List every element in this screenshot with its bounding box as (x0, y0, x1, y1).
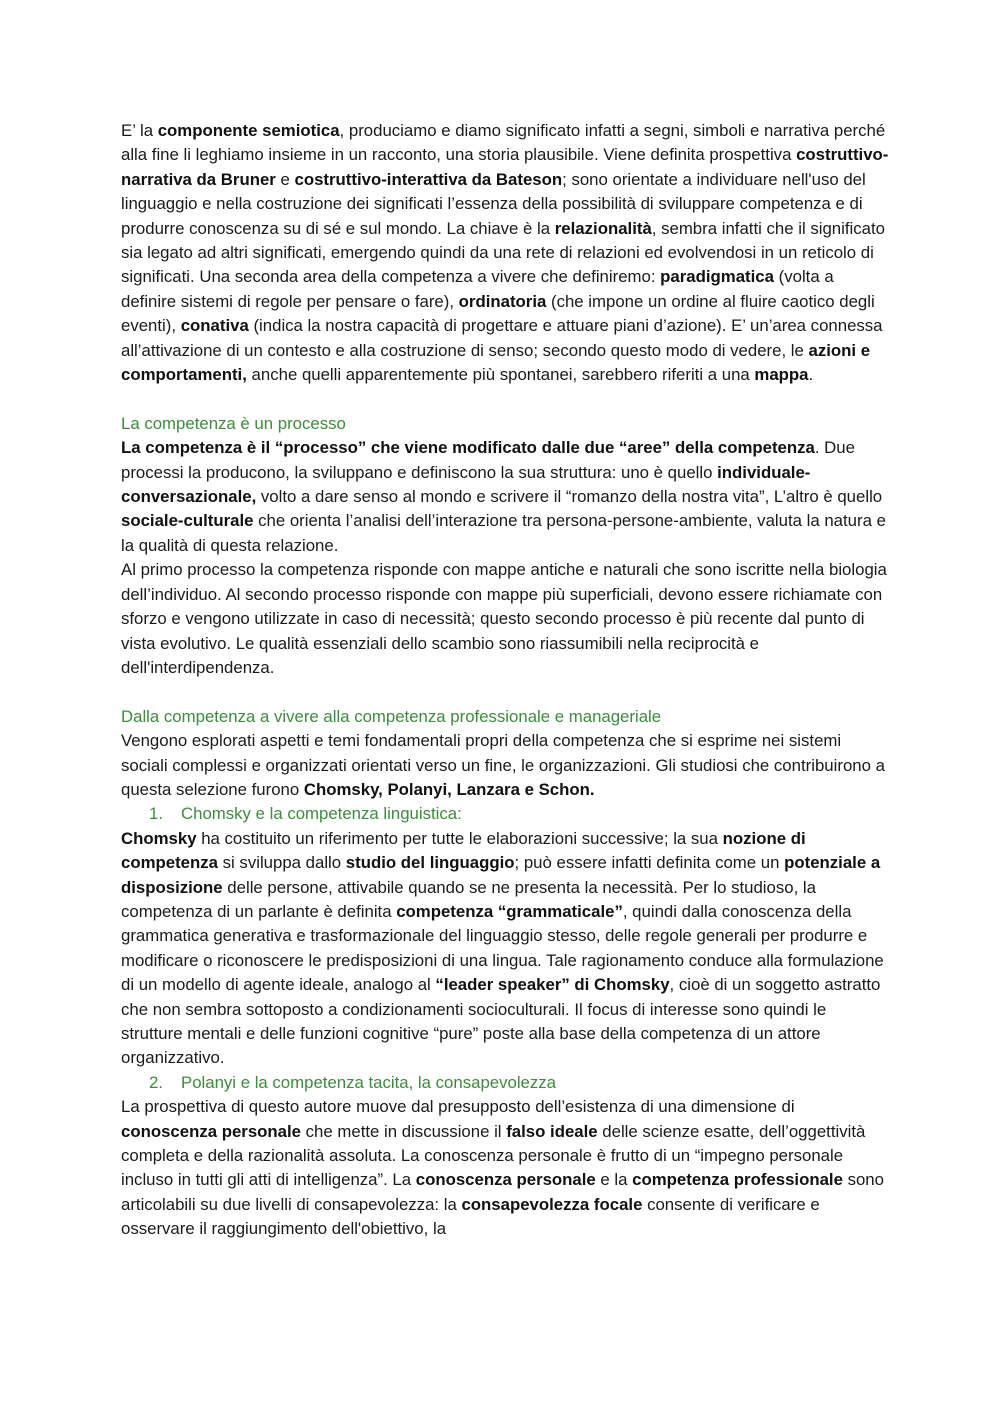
list-item-label: Chomsky e la competenza linguistica: (181, 804, 462, 824)
list-item-chomsky (121, 802, 891, 826)
text-run: ; può essere infatti definita come un (514, 853, 785, 873)
text-run: e (275, 169, 295, 189)
bold-text: azioni e comportamenti, (121, 340, 871, 385)
text-run: anche quelli apparentemente più spontanei, sarebbero riferiti a una (246, 365, 755, 385)
section-heading-process: La competenza è un processo (121, 413, 346, 433)
list-number: 2. (149, 1072, 163, 1092)
text-run: delle scienze esatte, dell’oggettività completa e della razionalità assoluta. La conoscenza personale è frutto di un “impegno personale incluso in tutti gli atti di intelligenza”. La (121, 1121, 866, 1190)
bold-text: competenza professionale (632, 1170, 843, 1190)
bold-text: Chomsky (121, 828, 197, 848)
text-run: . Due processi la producono, la sviluppano e definiscono la sua struttura: uno è quello (121, 438, 855, 482)
text-run: La prospettiva di questo autore muove dal presupposto dell’esistenza di una dimensione di (121, 1097, 795, 1117)
paragraph-organizations (121, 729, 891, 802)
bold-text: Chomsky, Polanyi, Lanzara e Schon. (303, 779, 595, 799)
paragraph-polanyi (121, 1095, 891, 1241)
bold-text: paradigmatica (660, 267, 774, 287)
text-run: consente di verificare e osservare il raggiungimento dell'obiettivo, la (121, 1194, 820, 1239)
text-run: (che impone un ordine al fluire caotico degli eventi), (121, 291, 875, 336)
bold-text: competenza “grammaticale” (396, 901, 623, 921)
list-number: 1. (149, 804, 163, 824)
bold-text: costruttivo-interattiva da Bateson (294, 169, 563, 189)
text-run: Vengono esplorati aspetti e temi fondamentali propri della competenza che si esprime nei sistemi sociali complessi e organizzati orientati verso un fine, le organizzazioni. Gli studiosi che contribuirono a questa selezione furono (121, 731, 885, 799)
spacer (121, 680, 891, 704)
list-item-label: Polanyi e la competenza tacita, la consapevolezza (181, 1072, 557, 1092)
text-run: si sviluppa dallo (217, 853, 346, 873)
paragraph-semiotic-component (121, 119, 891, 387)
paragraph-competence-process (121, 436, 891, 558)
text-run: (volta a definire sistemi di regole per pensare o fare), (121, 267, 834, 311)
text-run: E’ la (121, 121, 158, 140)
document-page (121, 119, 891, 1242)
text-run: e la (595, 1170, 633, 1190)
text-run: , quindi dalla conoscenza della grammatica generativa e trasformazionale del linguaggio stesso, delle regole generali per produrre e modificare o riconoscere le predisposizioni di una lingua. Tale ragionamento conduce alla formulazione di un modello di agente ideale, analogo al (121, 901, 884, 995)
text-run: sono articolabili su due livelli di consapevolezza: la (121, 1170, 884, 1214)
text-run: ha costituito un riferimento per tutte le elaborazioni successive; la sua (196, 828, 723, 848)
bold-text: conoscenza personale (121, 1121, 301, 1141)
text-run: che mette in discussione il (301, 1121, 507, 1141)
bold-text: La competenza è il “processo” che viene modificato dalle due “aree” della competenza (121, 438, 815, 458)
spacer (121, 387, 891, 411)
bold-text: componente semiotica (157, 121, 340, 140)
bold-text: studio del linguaggio (345, 853, 515, 873)
bold-text: falso ideale (506, 1121, 598, 1141)
text-run: delle persone, attivabile quando se ne presenta la necessità. Per lo studioso, la competenza di un parlante è definita (121, 877, 816, 921)
bold-text: potenziale a disposizione (121, 853, 881, 897)
bold-text: relazionalità (554, 218, 652, 238)
bold-text: nozione di competenza (121, 828, 806, 873)
text-run: . (808, 365, 814, 385)
list-item-polanyi (121, 1071, 891, 1095)
text-run: , cioè di un soggetto astratto che non sembra sottoposto a condizionamenti socioculturali. Il focus di interesse sono quindi le strutture mentali e delle funzioni cognitive “pure” poste alla base della competenza di un attore organizzativo. (121, 975, 881, 1068)
bold-text: ordinatoria (458, 291, 547, 311)
text-run: ; sono orientate a individuare nell'uso del linguaggio e nella costruzione dei significati l’essenza della possibilità di sviluppare competenza e di produrre conoscenza su di sé e sul mondo. La chiave è la (121, 169, 866, 238)
paragraph-chomsky (121, 827, 891, 1071)
bold-text: “leader speaker” di Chomsky (435, 975, 670, 995)
bold-text: conoscenza personale (415, 1170, 596, 1190)
bold-text: individuale-conversazionale, (121, 462, 811, 507)
paragraph-maps (121, 558, 891, 680)
bold-text: conativa (180, 316, 249, 336)
text-run: , produciamo e diamo significato infatti a segni, simboli e narrativa perché alla fine li leghiamo insieme in un racconto, una storia plausibile. Viene definita prospettiva (121, 121, 886, 165)
text-run: che orienta l’analisi dell’interazione tra persona-persone-ambiente, valuta la natura e la qualità di questa relazione. (121, 511, 886, 555)
section-heading-professional: Dalla competenza a vivere alla competenza professionale e manageriale (121, 706, 662, 726)
bold-text: sociale-culturale (121, 511, 254, 531)
bold-text: costruttivo-narrativa da Bruner (121, 145, 889, 189)
bold-text: mappa (754, 365, 809, 385)
text-run: Al primo processo la competenza risponde con mappe antiche e naturali che sono iscritte nella biologia dell’individuo. Al secondo processo risponde con mappe più superficiali, devono essere richiamate con sforzo e vengono utilizzate in caso di necessità; questo secondo processo è più recente dal punto di vista evolutivo. Le qualità essenziali dello scambio sono riassumibili nella reciprocità e dell'interdipendenza. (121, 560, 887, 677)
text-run: , sembra infatti che il significato sia legato ad altri significati, emergendo quindi da una rete di relazioni ed evolvendosi in un reticolo di significati. Una seconda area della competenza a vivere che definiremo: (121, 218, 885, 287)
bold-text: consapevolezza focale (461, 1194, 643, 1214)
text-run: (indica la nostra capacità di progettare e attuare piani d’azione). E’ un’area connessa all’attivazione di un contesto e alla costruzione di senso; secondo questo modo di vedere, le (121, 316, 883, 360)
text-run: volto a dare senso al mondo e scrivere il “romanzo della nostra vita”, L’altro è quello (256, 487, 883, 507)
